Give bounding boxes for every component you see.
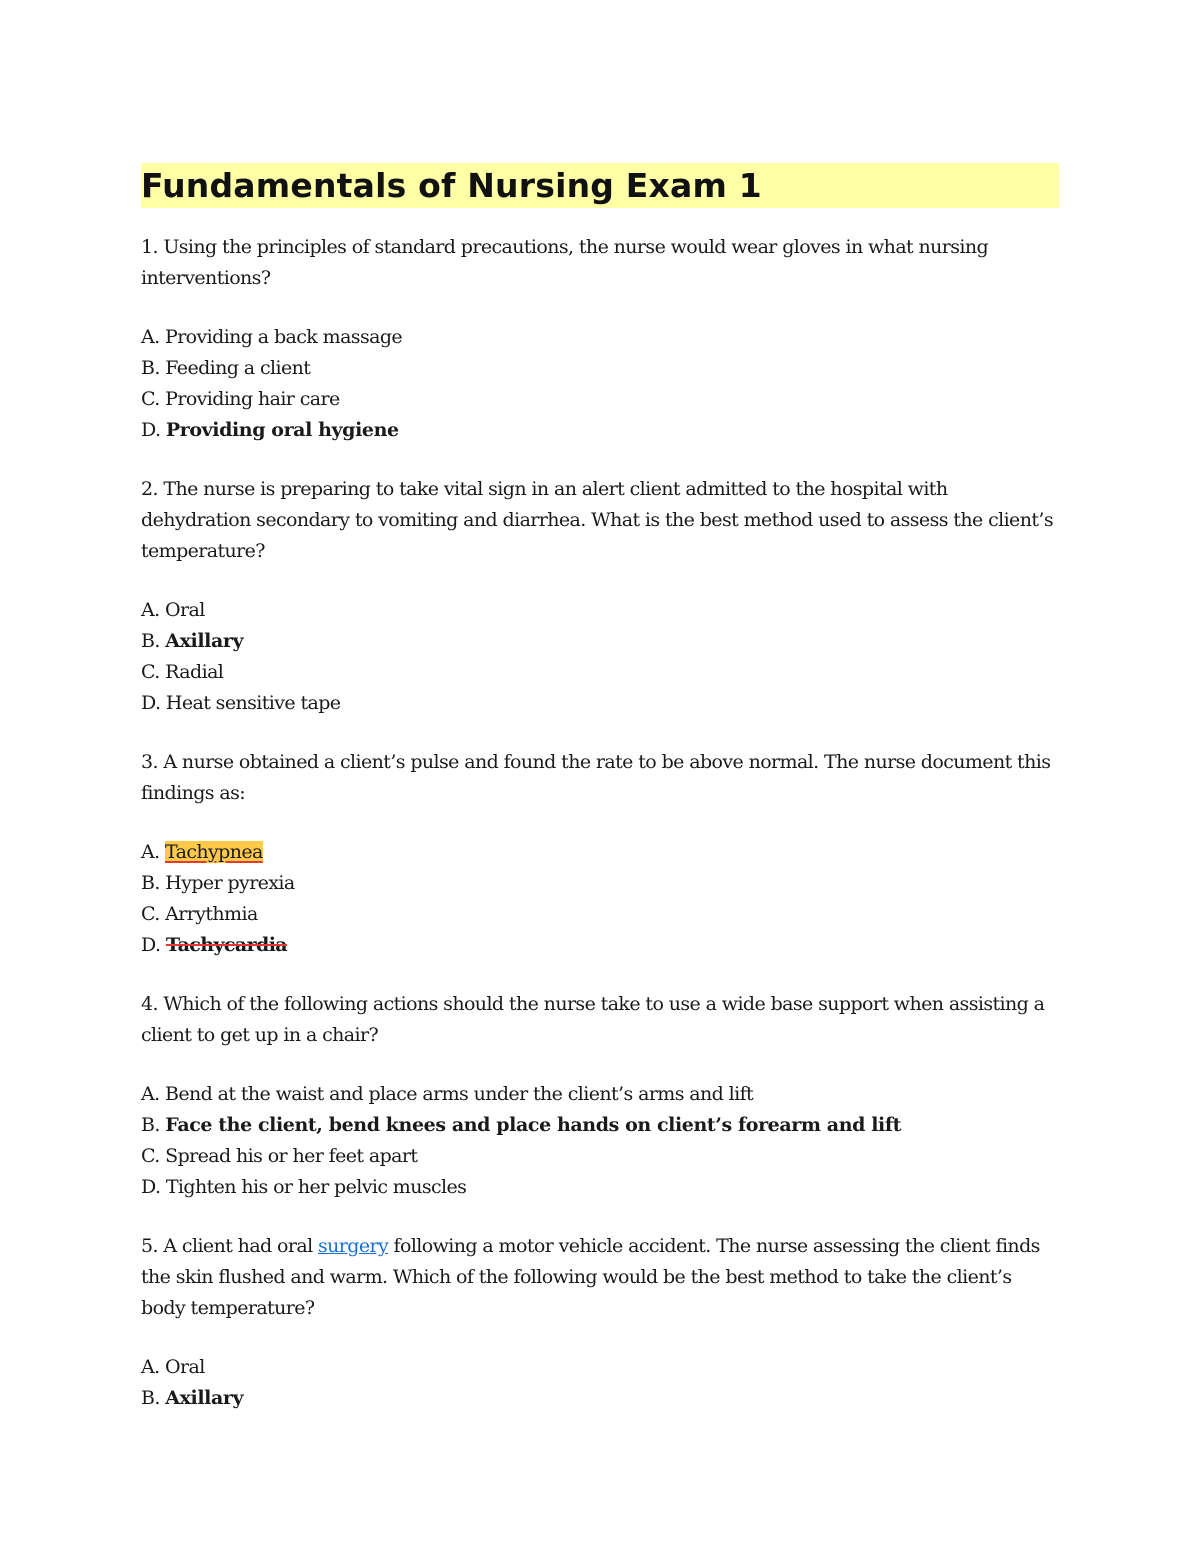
option-4d: D. Tighten his or her pelvic muscles [141,1176,467,1198]
option-2b-answer: B. Axillary [141,630,244,652]
question-2-stem: 2. The nurse is preparing to take vital sign in an alert client admitted to the hospital with dehydration secondary to vomiting and diarrhea. What is the best method used to assess the client’s temperature? [141,478,1053,562]
option-3b: B. Hyper pyrexia [141,872,295,894]
question-5-stem: 5. A client had oral surgery following a motor vehicle accident. The nurse assessing the client finds the skin flushed and warm. Which of the following would be the best method to take the client’s body temperature? [141,1235,1040,1319]
surgery-link[interactable]: surgery [318,1235,389,1257]
option-2d: D. Heat sensitive tape [141,692,341,714]
option-2c: C. Radial [141,661,224,683]
option-1c: C. Providing hair care [141,388,340,410]
question-1-stem: 1. Using the principles of standard precautions, the nurse would wear gloves in what nursing interventions? [141,236,989,289]
page-title: Fundamentals of Nursing Exam 1 [141,166,762,205]
option-3a-highlighted: A. Tachypnea [141,841,263,863]
option-4c: C. Spread his or her feet apart [141,1145,418,1167]
option-3c: C. Arrythmia [141,903,258,925]
option-4b-answer: B. Face the client, bend knees and place hands on client’s forearm and lift [141,1114,902,1136]
struck-answer: Tachycardia [165,934,288,956]
option-1d-answer: D. Providing oral hygiene [141,419,399,441]
option-2a: A. Oral [141,599,205,621]
option-5b-answer: B. Axillary [141,1387,244,1409]
highlighted-answer: Tachypnea [165,841,263,863]
question-1-options [141,322,1059,446]
question-4-options [141,1079,1059,1203]
option-3d-struck: D. Tachycardia [141,934,288,956]
option-1a: A. Providing a back massage [141,326,403,348]
question-2-options [141,595,1059,719]
option-5a: A. Oral [141,1356,205,1378]
question-3-options [141,837,1059,961]
question-3-stem: 3. A nurse obtained a client’s pulse and found the rate to be above normal. The nurse document this findings as: [141,751,1051,804]
option-1b: B. Feeding a client [141,357,311,379]
title-highlight [141,163,1059,208]
question-4-stem: 4. Which of the following actions should the nurse take to use a wide base support when assisting a client to get up in a chair? [141,993,1045,1046]
document-page [141,163,1059,1442]
question-5-options [141,1352,1059,1414]
option-4a: A. Bend at the waist and place arms under the client’s arms and lift [141,1083,754,1105]
